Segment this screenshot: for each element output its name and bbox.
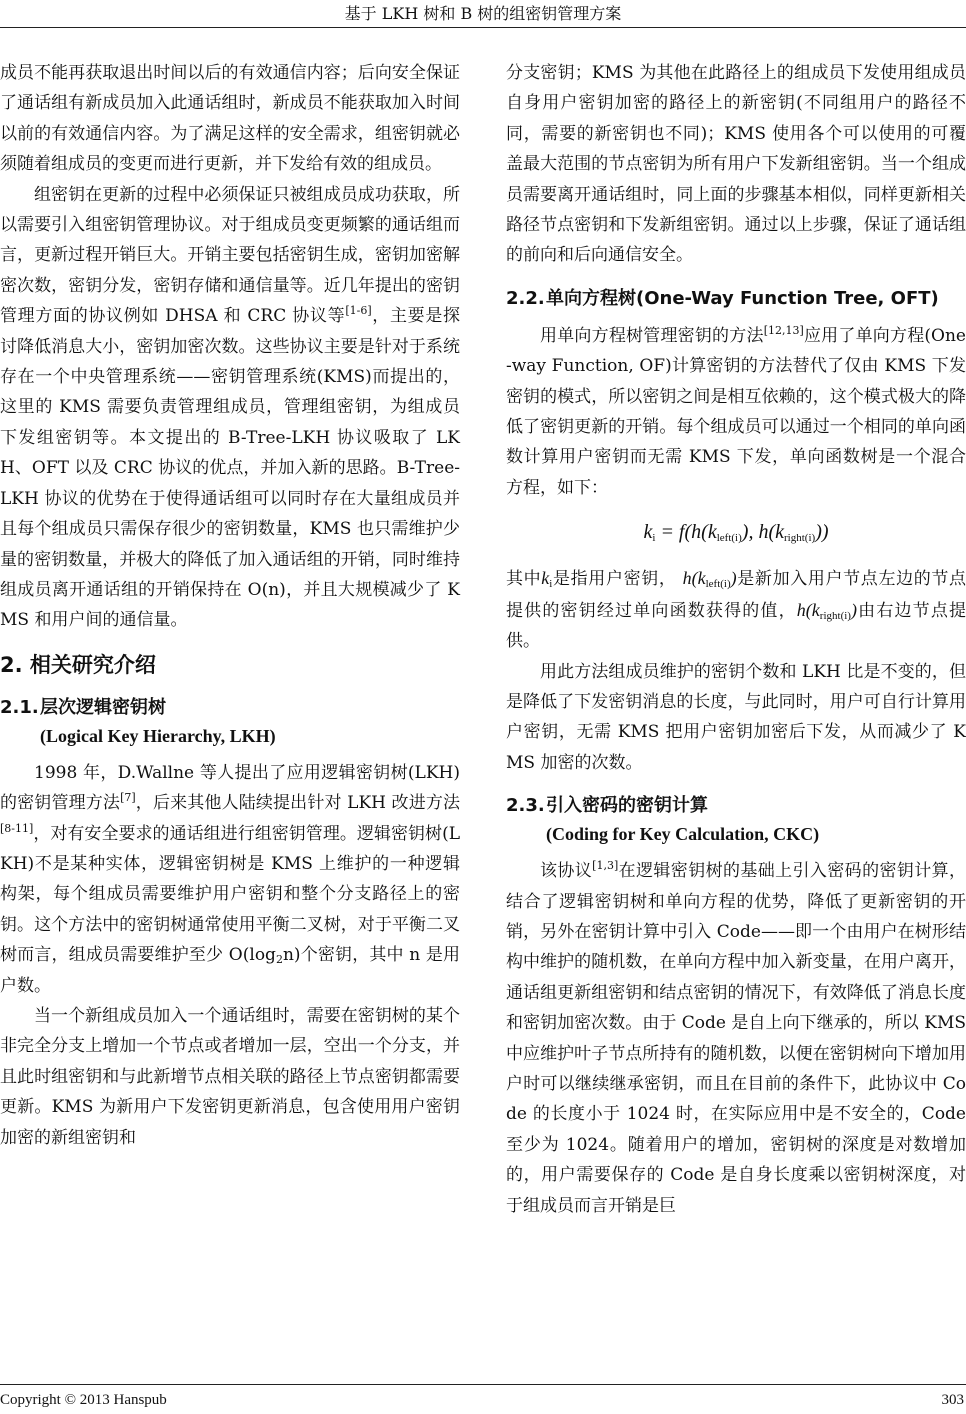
paragraph: 当一个新组成员加入一个通话组时，需要在密钥树的某个非完全分支上增加一个节点或者增加一层，空出一个分支，并且此时组密钥和与此新增节点相关联的路径上节点密钥都需要更新。KMS 为新用户下发密钥更新消息，包含使用用户密钥加密的新组密钥和 <box>0 1005 460 1148</box>
paragraph: 成员不能再获取退出时间以后的有效通信内容；后向安全保证了通话组有新成员加入此通话组时，新成员不能获取加入时间以前的有效通信内容。为了满足这样的安全需求，组密钥就必须随着组成员的变更而进行更新，并下发给有效的组成员。 <box>0 63 460 175</box>
citation: [1-6] <box>345 304 372 318</box>
inline-math: $h(k_{right(i)})$ <box>796 599 857 622</box>
paragraph: 该协议[1,3]在逻辑密钥树的基础上引入密码的密钥计算，结合了逻辑密钥树和单向方程的优势，降低了更新密钥的开销，另外在密钥计算中引入 Code——即一个由用户在树形结构中维护的随机数，在单向方程中加入新变量，在用户离开，通话组更新组密钥和结点密钥的情况下，有效降低了消息长度和密钥加密次数。由于 Code 是自上向下继承的，所以 KMS 中应维护叶子节点所持有的随机数，以便在密钥树向下增加用户时可以继续继承密钥，而且在目前的条件下，此协议中 Code 的长度小于 1024 时，在实际应用中是不安全的，Code 至少为 1024。随着用户的增加，密钥树的深度是对数增加的，用户需要保存的 Code 是自身长度乘以密钥树深度，对于组成员而言开销是巨 <box>506 859 966 1216</box>
paragraph: 用单向方程树管理密钥的方法[12,13]应用了单向方程(One-way Function, OF)计算密钥的方法替代了仅由 KMS 下发密钥的模式，所以密钥之间是相互依赖的，这个模式极大的降低了密钥更新的开销。每个组成员可以通过一个相同的单向函数计算用户密钥而无需 KMS 下发，单向函数树是一个混合方程，如下： <box>506 323 966 498</box>
footer-rule <box>0 1384 966 1385</box>
right-column <box>506 58 966 1221</box>
page-number: 303 <box>941 1392 964 1408</box>
inline-math: $k_i$ <box>541 568 553 591</box>
left-column <box>0 58 460 1153</box>
citation: [12,13] <box>763 323 804 337</box>
paragraph: 1998 年，D.Wallne 等人提出了应用逻辑密钥树(LKH)的密钥管理方法[7]，后来其他人陆续提出针对 LKH 改进方法[8-11]，对有安全要求的通话组进行组密钥管理。逻辑密钥树(LKH)不是某种实体，逻辑密钥树是 KMS 上维护的一种逻辑构架，每个组成员需要维护用户密钥和整个分支路径上的密钥。这个方法中的密钥树通常使用平衡二叉树，对于平衡二叉树而言，组成员需要维护至少 $O(\log_2n)$个密钥，其中 n 是用户数。 <box>0 762 461 996</box>
paragraph: 分支密钥；KMS 为其他在此路径上的组成员下发使用组成员自身用户密钥加密的路径上的新密钥(不同组用户的路径不同，需要的新密钥也不同)；KMS 使用各个可以使用的可覆盖最大范围的节点密钥为所有用户下发新组密钥。当一个组成员需要离开通话组时，同上面的步骤基本相似，同样更新相关路径节点密钥和下发新组密钥。通过以上步骤，保证了通话组的前向和后向通信安全。 <box>506 63 966 266</box>
header-rule <box>0 27 966 28</box>
citation: [1,3] <box>592 859 619 873</box>
subsection-heading: 2.3.引入密码的密钥计算 (Coding for Key Calculation, CKC) <box>506 795 820 845</box>
citation: [8-11] <box>0 821 34 835</box>
paragraph: 组密钥在更新的过程中必须保证只被组成员成功获取，所以需要引入组密钥管理协议。对于组成员变更频繁的通话组而言，更新过程开销巨大。开销主要包括密钥生成，密钥加密解密次数，密钥分发，密钥存储和通信量等。近几年提出的密钥管理方面的协议例如 DHSA 和 CRC 协议等[1-6]，主要是探讨降低消息大小，密钥加密次数。这些协议主要是针对于系统存在一个中央管理系统——密钥管理系统(KMS)而提出的，这里的 KMS 需要负责管理组成员，管理组密钥，为组成员下发组密钥等。本文提出的 B-Tree-LKH 协议吸取了 LKH、OFT 以及 CRC 协议的优点，并加入新的思路。B-Tree-LKH 协议的优势在于使得通话组可以同时存在大量组成员并且每个组成员只需保存很少的密钥数量，KMS 也只需维护少量的密钥数量，并极大的降低了加入通话组的开销，同时维持组成员离开通话组的开销保持在 O(n)，并且大规模减少了 KMS 和用户间的通信量。 <box>0 184 461 631</box>
citation: [7] <box>120 791 136 805</box>
running-head: 基于 LKH 树和 B 树的组密钥管理方案 <box>344 4 622 23</box>
inline-math: $h(k_{left(i)})$ <box>682 568 737 591</box>
copyright: Copyright © 2013 Hanspub <box>0 1392 167 1408</box>
paragraph: 其中$k_i$是指用户密钥， $h(k_{left(i)})$是新加入用户节点左边的节点提供的密钥经过单向函数获得的值，$h(k_{right(i)})$由右边节点提供。 <box>506 568 966 652</box>
subsection-heading: 2.1.层次逻辑密钥树 (Logical Key Hierarchy, LKH) <box>0 696 276 746</box>
equation: $k_i = f(h(k_{left(i)})$, $h(k_{right(i)})$) <box>643 521 829 545</box>
paragraph: 用此方法组成员维护的密钥个数和 LKH 比是不变的，但是降低了下发密钥消息的长度，与此同时，用户可自行计算用户密钥，无需 KMS 把用户密钥加密后下发，从而减少了 KMS 加密的次数。 <box>506 661 966 773</box>
subsection-heading: 2.2.单向方程树(One-Way Function Tree, OFT) <box>506 287 939 309</box>
section-heading: 2. 相关研究介绍 <box>0 652 156 677</box>
